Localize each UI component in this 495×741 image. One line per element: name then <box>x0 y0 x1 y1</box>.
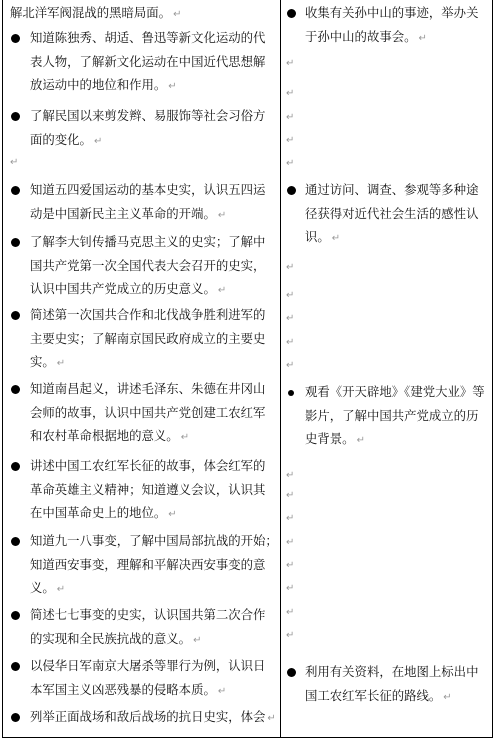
right_column-text-line <box>285 404 489 428</box>
left_column-paragraph <box>10 303 278 374</box>
line-text: 知道西安事变，理解和平解决西安事变的意 <box>30 556 266 572</box>
paragraph-mark-icon: ↵ <box>180 432 190 444</box>
line-text: 放运动中的地位和作用。 <box>30 77 167 93</box>
left_column-paragraph <box>10 26 278 97</box>
right_column-text-line <box>285 660 489 684</box>
line-text: 主要史实；了解南京国民政府成立的主要史 <box>30 330 266 346</box>
line-text: 通过访问、调查、参观等多种途 <box>305 182 479 197</box>
line-text: 国共产党第一次全国代表大会召开的史实， <box>30 257 266 273</box>
paragraph-mark-icon: ↵ <box>286 337 295 348</box>
bullet-point-icon <box>288 390 294 396</box>
line-text: 本军国主义凶恶残暴的侵略本质。 <box>30 681 216 697</box>
paragraph-mark-icon: ↵ <box>217 685 227 697</box>
left_column-text-line <box>10 254 278 278</box>
paragraph-mark-icon: ↵ <box>286 88 295 99</box>
left_column-text-line <box>10 627 278 651</box>
right_column-text-line <box>285 427 489 451</box>
right_column-text-line <box>285 1 489 25</box>
paragraph-mark-icon: ↵ <box>168 509 177 521</box>
left_column-text-line <box>10 705 278 729</box>
bullet-point-icon <box>11 311 20 320</box>
line-text: 收集有关孙中山的事迹，举办关 <box>305 5 479 20</box>
paragraph-mark-icon: ↵ <box>286 262 295 273</box>
bullet-point-icon <box>11 537 20 546</box>
line-text: 利用有关资料，在地图上标出中 <box>305 664 479 679</box>
bullet-point-icon <box>11 462 20 471</box>
line-text: 知道九一八事变，了解中国局部抗战的开始； <box>30 533 278 548</box>
left_column-text-line <box>10 478 278 502</box>
paragraph-mark-icon: ↵ <box>286 135 295 146</box>
line-text: 的实现和全民族抗战的意义。 <box>30 630 192 646</box>
paragraph-mark-icon: ↵ <box>286 583 295 594</box>
line-text: 革命英雄主义精神；知道遵义会议，认识其 <box>30 481 266 497</box>
bullet-point-icon <box>11 713 20 722</box>
right_column-paragraph <box>285 1 489 48</box>
paragraph-mark-icon: ↵ <box>286 560 295 571</box>
left_column-text-line <box>10 1 278 25</box>
line-text: 动是中国新民主主义革命的开端。 <box>30 205 216 221</box>
table-border-right <box>492 0 493 738</box>
paragraph-mark-icon: ↵ <box>286 537 295 548</box>
right_column-text-line <box>285 25 489 49</box>
left_column-paragraph <box>10 104 278 151</box>
line-text: 观看《开天辟地》《建党大业》等 <box>305 384 485 399</box>
bullet-point-icon <box>11 238 20 247</box>
line-text: 表人物，了解新文化运动在中国近代思想解 <box>30 53 266 69</box>
left_column-text-line <box>10 202 278 226</box>
bullet-point-icon <box>11 611 20 620</box>
bullet-point-icon <box>11 385 20 394</box>
left_column-text-line <box>10 424 278 448</box>
line-text: 径获得对近代社会生活的感性认 <box>305 205 479 221</box>
line-text: 解北洋军阀混战的黑暗局面。 <box>10 5 172 20</box>
left_column-text-line <box>10 303 278 327</box>
bullet-point-icon <box>11 112 20 121</box>
paragraph-mark-icon: ↵ <box>217 209 227 221</box>
line-text: 影片，了解中国共产党成立的历 <box>305 407 479 423</box>
paragraph-mark-icon: ↵ <box>356 435 365 447</box>
left_column-text-line <box>10 73 278 97</box>
paragraph-mark-icon: ↵ <box>286 112 295 123</box>
line-text: 了解李大钊传播马克思主义的史实；了解中 <box>30 234 266 249</box>
line-text: 简述七七事变的史实，认识国共第二次合作 <box>30 607 266 622</box>
line-text: 义。 <box>30 580 55 596</box>
paragraph-mark-icon: ↵ <box>331 233 341 245</box>
table-border-left <box>2 0 3 738</box>
left_column-text-line <box>10 26 278 50</box>
paragraph-mark-icon: ↵ <box>10 157 19 168</box>
left_column-paragraph <box>10 529 278 600</box>
left_column-text-line <box>10 350 278 374</box>
paragraph-mark-icon: ↵ <box>443 691 452 703</box>
left_column-paragraph <box>10 230 278 301</box>
left_column-paragraph <box>10 603 278 650</box>
line-text: 在中国革命史上的地位。 <box>30 505 167 521</box>
left_column-paragraph <box>10 377 278 448</box>
bullet-point-icon <box>11 186 20 195</box>
line-text: 知道南昌起义，讲述毛泽东、朱德在井冈山 <box>30 381 266 396</box>
line-text: 史背景。 <box>305 431 355 447</box>
line-text: 识。 <box>305 229 330 245</box>
right_column-paragraph <box>285 178 489 249</box>
left_column-text-line <box>10 104 278 128</box>
line-text: 于孙中山的故事会。 <box>305 28 417 44</box>
paragraph-mark-icon: ↵ <box>56 358 66 370</box>
left_column-text-line <box>10 553 278 577</box>
line-text: 列举正面战场和敌后战场的抗日史实，体会 <box>30 709 266 724</box>
left_column-text-line <box>10 603 278 627</box>
line-text: 以侵华日军南京大屠杀等罪行为例，认识日 <box>30 658 266 673</box>
line-text: 认识中国共产党成立的历史意义。 <box>30 281 216 297</box>
paragraph-mark-icon: ↵ <box>286 607 295 618</box>
left_column-text-line <box>10 178 278 202</box>
line-text: 知道陈独秀、胡适、鲁迅等新文化运动的代 <box>30 30 266 45</box>
paragraph-mark-icon: ↵ <box>286 158 295 169</box>
paragraph-mark-icon: ↵ <box>286 58 295 69</box>
right_column-text-line <box>285 202 489 226</box>
line-text: 讲述中国工农红军长征的故事，体会红军的 <box>30 458 266 473</box>
left_column-text-line <box>10 128 278 152</box>
right_column-text-line <box>285 225 489 249</box>
paragraph-mark-icon: ↵ <box>217 285 227 297</box>
paragraph-mark-icon: ↵ <box>286 360 295 371</box>
left_column-text-line <box>10 501 278 525</box>
table-column-divider <box>280 0 281 738</box>
left_column-paragraph <box>10 178 278 225</box>
paragraph-mark-icon: ↵ <box>286 470 295 481</box>
left_column-paragraph <box>10 1 278 25</box>
bullet-point-icon <box>287 668 296 677</box>
left_column-paragraph <box>10 654 278 701</box>
left_column-paragraph <box>10 454 278 525</box>
paragraph-mark-icon: ↵ <box>286 490 295 501</box>
line-text: 实。 <box>30 354 55 370</box>
left_column-text-line <box>10 50 278 74</box>
paragraph-mark-icon: ↵ <box>286 290 295 301</box>
right_column-paragraph <box>285 380 489 451</box>
right_column-text-line <box>285 178 489 202</box>
paragraph-mark-icon: ↵ <box>286 513 295 524</box>
bullet-point-icon <box>287 9 296 18</box>
line-text: 会师的故事，认识中国共产党创建工农红军 <box>30 404 266 420</box>
bullet-point-icon <box>11 662 20 671</box>
line-text: 简述第一次国共合作和北伐战争胜利进军的 <box>30 307 266 322</box>
paragraph-mark-icon: ↵ <box>93 135 103 147</box>
paragraph-mark-icon: ↵ <box>286 630 295 641</box>
line-text: 了解民国以来剪发辫、易服饰等社会习俗方 <box>30 108 266 123</box>
right_column-text-line <box>285 684 489 708</box>
paragraph-mark-icon: ↵ <box>173 9 182 20</box>
left_column-text-line <box>10 529 278 553</box>
line-text: 国工农红军长征的路线。 <box>305 687 442 703</box>
left_column-text-line <box>10 678 278 702</box>
line-text: 和农村革命根据地的意义。 <box>30 428 179 444</box>
left_column-text-line <box>10 401 278 425</box>
right_column-paragraph <box>285 660 489 707</box>
paragraph-mark-icon: ↵ <box>418 32 427 44</box>
paragraph-mark-icon: ↵ <box>267 713 276 724</box>
line-text: 知道五四爱国运动的基本史实，认识五四运 <box>30 182 266 197</box>
paragraph-mark-icon: ↵ <box>193 634 202 646</box>
left_column-text-line <box>10 327 278 351</box>
bullet-point-icon <box>287 186 296 195</box>
paragraph-mark-icon: ↵ <box>286 313 295 324</box>
line-text: 面的变化。 <box>30 131 92 147</box>
left_column-text-line <box>10 230 278 254</box>
paragraph-mark-icon: ↵ <box>168 81 177 93</box>
left_column-text-line <box>10 576 278 600</box>
right_column-text-line <box>285 380 489 404</box>
left_column-paragraph <box>10 705 278 729</box>
left_column-text-line <box>10 377 278 401</box>
table-border-bottom <box>2 737 493 738</box>
bullet-point-icon <box>11 34 20 43</box>
left_column-text-line <box>10 654 278 678</box>
left_column-text-line <box>10 454 278 478</box>
paragraph-mark-icon: ↵ <box>56 584 66 596</box>
left_column-text-line <box>10 277 278 301</box>
